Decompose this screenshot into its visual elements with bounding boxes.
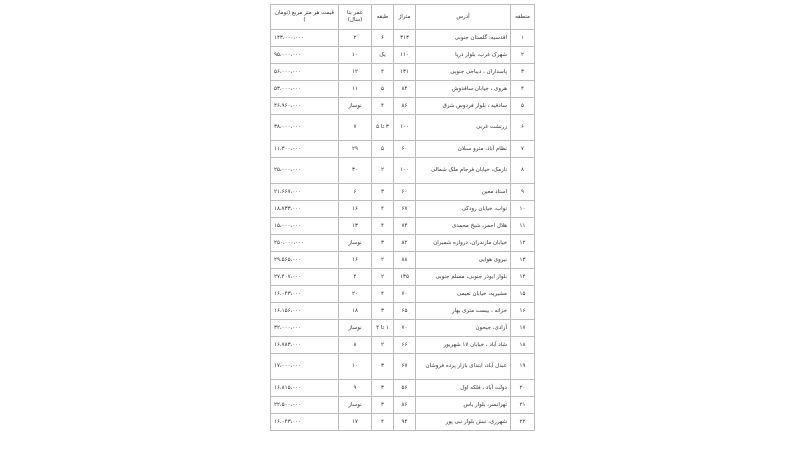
table-row: [271, 158, 535, 184]
cell-price: ۲۲،۵۰۰،۰۰۰: [271, 397, 339, 414]
cell-price: ۱۸،۷۳۳،۰۰۰: [271, 201, 339, 218]
cell-floor: ۴: [372, 414, 394, 431]
cell-region: ۱۸: [511, 337, 535, 354]
cell-address: هروی ، خیابان ساقدوش: [416, 81, 511, 98]
cell-address: زرتشت غربی: [416, 115, 511, 141]
cell-area: ۸۶: [394, 397, 416, 414]
table-row: [271, 354, 535, 380]
cell-address: شاد آباد ، خیابان ۱۷ شهریور: [416, 337, 511, 354]
cell-price: ۲۹،۵۶۵،۰۰۰: [271, 252, 339, 269]
cell-region: ۶: [511, 115, 535, 141]
cell-region: ۲۰: [511, 380, 535, 397]
cell-region: ۴: [511, 81, 535, 98]
price-table: [270, 4, 535, 431]
cell-age: ۲: [339, 30, 372, 47]
table-row: [271, 303, 535, 320]
cell-area: ۱۳۵: [394, 269, 416, 286]
cell-address: مشیریه، خیابان نعیمی: [416, 286, 511, 303]
cell-region: ۸: [511, 158, 535, 184]
table-row: [271, 218, 535, 235]
cell-address: تهرانسر، بلوار یاس: [416, 397, 511, 414]
cell-region: ۱۵: [511, 286, 535, 303]
cell-price: ۲۵۰،۰۰۰،۰۰۰: [271, 235, 339, 252]
cell-address: هلال احمر، شیخ محمدی: [416, 218, 511, 235]
table-body: [271, 30, 535, 431]
cell-area: ۹۴: [394, 414, 416, 431]
cell-address: نارمک، خیابان فرجام ملک شمالی: [416, 158, 511, 184]
table-header-row: [271, 5, 535, 30]
table-row: [271, 98, 535, 115]
cell-price: ۱۷،۰۰۰،۰۰۰: [271, 354, 339, 380]
cell-price: ۱۶،۰۴۳،۰۰۰: [271, 286, 339, 303]
cell-area: ۳۱۳: [394, 30, 416, 47]
cell-floor: ۴: [372, 98, 394, 115]
cell-region: ۱۲: [511, 235, 535, 252]
cell-age: ۱۷: [339, 414, 372, 431]
table-row: [271, 269, 535, 286]
cell-area: ۷۰: [394, 286, 416, 303]
price-table-container: [270, 4, 534, 431]
table-row: [271, 235, 535, 252]
table-row: [271, 252, 535, 269]
cell-region: ۲۲: [511, 414, 535, 431]
cell-age: ۱۰: [339, 47, 372, 64]
cell-region: ۳: [511, 64, 535, 81]
cell-area: ۷۴: [394, 218, 416, 235]
cell-area: ۶۷: [394, 354, 416, 380]
cell-price: ۵۶،۰۰۰،۰۰۰: [271, 64, 339, 81]
cell-floor: ۳: [372, 184, 394, 201]
table-row: [271, 380, 535, 397]
cell-area: ۱۰۰: [394, 158, 416, 184]
cell-area: ۶۰: [394, 141, 416, 158]
cell-address: شهرک غرب، بلوار دریا: [416, 47, 511, 64]
cell-address: دولت آباد ، فلکه اول: [416, 380, 511, 397]
cell-age: ۱۶: [339, 252, 372, 269]
cell-age: ۲۰: [339, 286, 372, 303]
cell-price: ۲۷،۴۰۷،۰۰۰: [271, 269, 339, 286]
cell-age: ۳۰: [339, 158, 372, 184]
cell-floor: ۳: [372, 397, 394, 414]
cell-address: آزادی، جیحون: [416, 320, 511, 337]
cell-age: نوساز: [339, 98, 372, 115]
cell-age: ۷: [339, 115, 372, 141]
table-row: [271, 64, 535, 81]
cell-address: نیروی هوایی: [416, 252, 511, 269]
cell-area: ۸۸: [394, 252, 416, 269]
cell-address: استاد معین: [416, 184, 511, 201]
header-area: متراژ: [394, 5, 416, 30]
cell-area: ۸۶: [394, 98, 416, 115]
header-floor: طبقه: [372, 5, 394, 30]
cell-area: ۸۴: [394, 81, 416, 98]
cell-area: ۸۲: [394, 235, 416, 252]
cell-address: پاسداران ، دیباجی جنوبی: [416, 64, 511, 81]
cell-age: ۱۳: [339, 218, 372, 235]
cell-floor: ۳: [372, 354, 394, 380]
cell-region: ۱۴: [511, 269, 535, 286]
cell-area: ۶۵: [394, 303, 416, 320]
cell-price: ۱۶،۰۴۳،۰۰۰: [271, 414, 339, 431]
header-age: عمر بنا (سال): [339, 5, 372, 30]
cell-region: ۱۱: [511, 218, 535, 235]
cell-price: ۴۶،۹۶۰،۰۰۰: [271, 98, 339, 115]
cell-floor: ۳ تا ۵: [372, 115, 394, 141]
cell-address: شهرری، نبش بلوار نبی پور: [416, 414, 511, 431]
cell-area: ۶۶: [394, 337, 416, 354]
cell-price: ۱۶،۸۱۵،۰۰۰: [271, 380, 339, 397]
cell-age: ۱۱: [339, 81, 372, 98]
cell-address: نظام آباد، مترو سبلان: [416, 141, 511, 158]
table-row: [271, 81, 535, 98]
table-row: [271, 337, 535, 354]
cell-address: خزانه ، بیست متری بهار: [416, 303, 511, 320]
table-row: [271, 47, 535, 64]
cell-address: بلوار ابوذر جنوبی، مسلم جنوبی: [416, 269, 511, 286]
table-row: [271, 286, 535, 303]
cell-price: ۱۶،۷۸۳،۰۰۰: [271, 337, 339, 354]
cell-region: ۱۳: [511, 252, 535, 269]
cell-area: ۱۰۰: [394, 115, 416, 141]
cell-age: ۱۰: [339, 354, 372, 380]
cell-age: ۴: [339, 269, 372, 286]
cell-price: ۲۵،۰۰۰،۰۰۰: [271, 158, 339, 184]
cell-price: ۱۵،۰۰۰،۰۰۰: [271, 218, 339, 235]
cell-area: ۶۰: [394, 184, 416, 201]
cell-price: ۹۵،۰۰۰،۰۰۰: [271, 47, 339, 64]
cell-age: ۸: [339, 337, 372, 354]
cell-area: ۵۶: [394, 380, 416, 397]
cell-address: اقدسیه، گلستان جنوبی: [416, 30, 511, 47]
table-row: [271, 397, 535, 414]
header-price: قیمت هر متر مربع (تومان ): [271, 5, 339, 30]
cell-price: ۲۱،۶۶۷،۰۰۰: [271, 184, 339, 201]
cell-age: ۱۲: [339, 64, 372, 81]
table-row: [271, 30, 535, 47]
cell-age: نوساز: [339, 235, 372, 252]
table-row: [271, 141, 535, 158]
cell-region: ۱۹: [511, 354, 535, 380]
cell-floor: ۲: [372, 269, 394, 286]
cell-price: ۳۲،۰۰۰،۰۰۰: [271, 320, 339, 337]
cell-floor: ۳: [372, 235, 394, 252]
cell-price: ۱۱،۳۰۰،۰۰۰: [271, 141, 339, 158]
cell-address: عبدل آباد، ابتدای بازار پرده فروشان: [416, 354, 511, 380]
cell-floor: یک: [372, 47, 394, 64]
cell-region: ۲: [511, 47, 535, 64]
cell-price: ۱۶،۱۵۶،۰۰۰: [271, 303, 339, 320]
cell-area: ۱۳۱: [394, 64, 416, 81]
header-address: آدرس: [416, 5, 511, 30]
cell-floor: ۴: [372, 201, 394, 218]
cell-age: ۱۸: [339, 303, 372, 320]
cell-region: ۵: [511, 98, 535, 115]
cell-floor: ۵: [372, 81, 394, 98]
cell-area: ۷۰: [394, 320, 416, 337]
cell-region: ۱۰: [511, 201, 535, 218]
cell-region: ۱۷: [511, 320, 535, 337]
cell-age: نوساز: [339, 397, 372, 414]
cell-address: سادقیه ، بلوار فردوس شرق: [416, 98, 511, 115]
cell-region: ۷: [511, 141, 535, 158]
cell-floor: ۳: [372, 380, 394, 397]
cell-floor: ۴: [372, 64, 394, 81]
cell-area: ۶۷: [394, 201, 416, 218]
cell-floor: ۲: [372, 337, 394, 354]
cell-address: نواب، خیابان رودکی: [416, 201, 511, 218]
cell-floor: ۳: [372, 303, 394, 320]
cell-area: ۱۱۰: [394, 47, 416, 64]
cell-age: ۱۶: [339, 201, 372, 218]
table-row: [271, 201, 535, 218]
cell-price: ۵۳،۰۰۰،۰۰۰: [271, 81, 339, 98]
cell-region: ۱: [511, 30, 535, 47]
cell-floor: ۵: [372, 141, 394, 158]
cell-address: خیابان مازندران، دروازه شمیران: [416, 235, 511, 252]
cell-age: ۹: [339, 380, 372, 397]
cell-floor: ۴: [372, 218, 394, 235]
table-row: [271, 414, 535, 431]
cell-region: ۲۱: [511, 397, 535, 414]
cell-floor: ۱ تا ۴: [372, 320, 394, 337]
cell-floor: ۶: [372, 30, 394, 47]
table-row: [271, 320, 535, 337]
cell-price: ۳۸،۰۰۰،۰۰۰: [271, 115, 339, 141]
cell-age: ۲۹: [339, 141, 372, 158]
cell-age: نوساز: [339, 320, 372, 337]
table-row: [271, 184, 535, 201]
cell-floor: ۴: [372, 286, 394, 303]
cell-floor: ۲: [372, 252, 394, 269]
cell-price: ۱۴۳،۰۰۰،۰۰۰: [271, 30, 339, 47]
cell-region: ۱۶: [511, 303, 535, 320]
header-region: منطقه: [511, 5, 535, 30]
table-row: [271, 115, 535, 141]
cell-floor: ۲: [372, 158, 394, 184]
cell-region: ۹: [511, 184, 535, 201]
cell-age: ۶: [339, 184, 372, 201]
